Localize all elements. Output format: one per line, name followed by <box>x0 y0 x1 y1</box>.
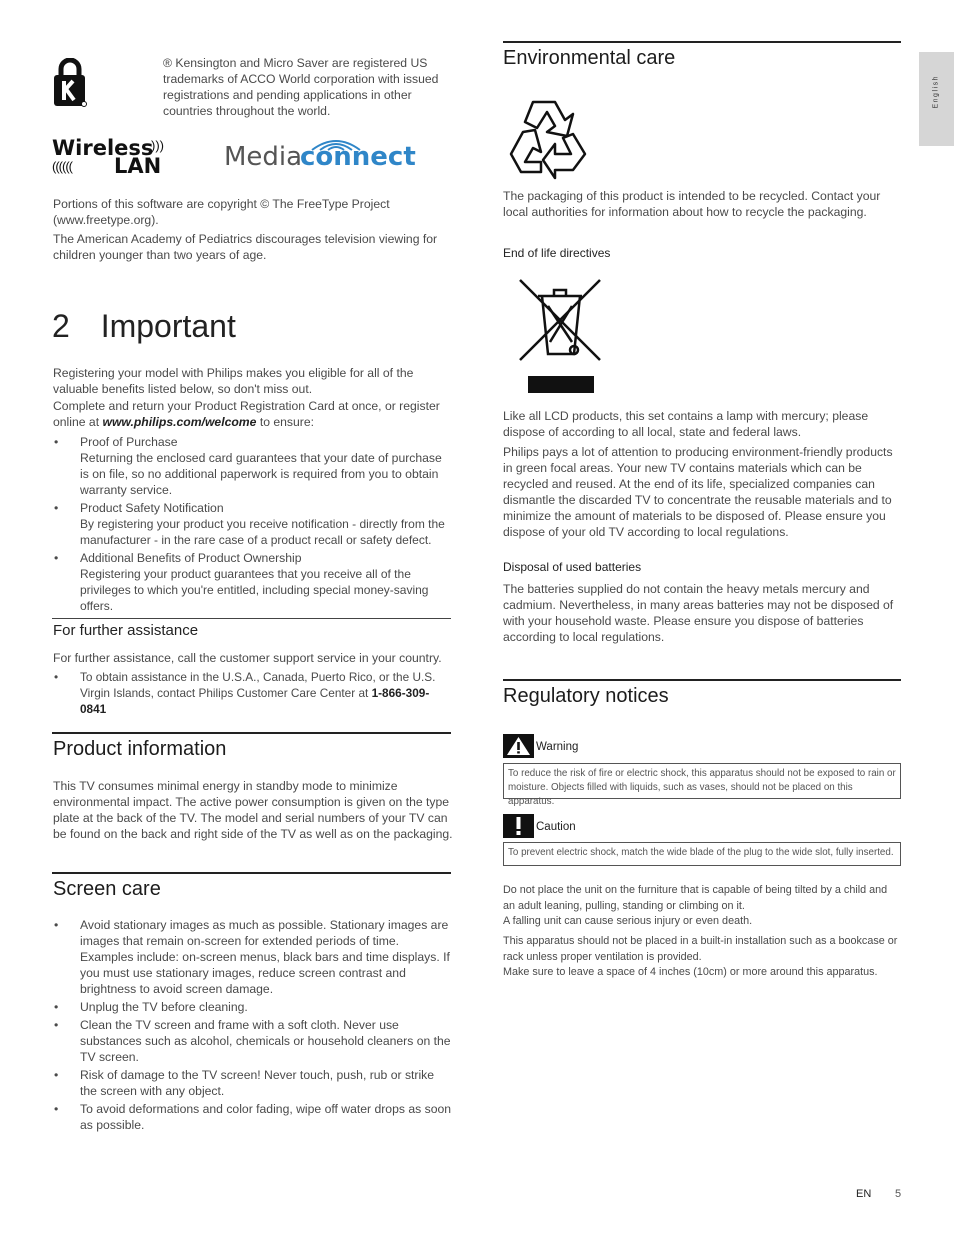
divider <box>52 618 451 619</box>
further-assistance-text: For further assistance, call the customer support service in your country. <box>53 651 442 665</box>
ventilation-text: This apparatus should not be placed in a built-in installation such as a bookcase or rack unless proper ventilation is provided. <box>503 935 898 963</box>
list-item <box>53 550 453 614</box>
screen-care-title: Screen care <box>53 878 161 900</box>
benefit-body: By registering your product you receive notification - directly from the manufacturer - in the rare case of a product recall or safety defect. <box>80 517 445 547</box>
battery-disposal-text: The batteries supplied do not contain the heavy metals mercury and cadmium. Nevertheless, in many areas batteries may not be disposed of with your household waste. Please ensure you dispose of batteries according to local regulations. <box>503 582 894 644</box>
packaging-text: The packaging of this product is intended to be recycled. Contact your local authorities for information about how to recycle the packaging. <box>503 189 881 219</box>
important-intro-2 <box>53 398 448 430</box>
chapter-heading <box>52 308 236 345</box>
warning-label: Warning <box>536 741 579 753</box>
media-connect-logo <box>224 138 416 178</box>
page-number: 5 <box>895 1188 902 1200</box>
benefit-title: • Product Safety Notification <box>80 501 224 515</box>
list-item: • Clean the TV screen and frame with a soft cloth. Never use substances such as alcohol, chemicals or household cleaners on the TV screen. <box>53 1017 453 1065</box>
registration-link[interactable]: www.philips.com/welcome <box>102 415 257 429</box>
intro2-pre: Complete and return your Product Registration Card at once, or register online at <box>53 399 440 429</box>
assistance-text: To obtain assistance in the U.S.A., Canada, Puerto Rico, or the U.S. Virgin Islands, contact Philips Customer Care Center at <box>80 670 436 700</box>
battery-disposal-title: Disposal of used batteries <box>503 560 642 574</box>
benefit-title: • Additional Benefits of Product Ownership <box>80 551 302 565</box>
phone-number[interactable]: 1-866-309-0841 <box>80 686 430 716</box>
recycle-icon <box>503 92 595 182</box>
caution-box: To prevent electric shock, match the wide blade of the plug to the wide slot, fully inserted. <box>503 842 901 866</box>
crossed-out-bin-icon <box>518 276 602 394</box>
footer-language: EN <box>856 1188 872 1200</box>
list-item <box>53 500 453 548</box>
product-info-text: This TV consumes minimal energy in standby mode to minimize environmental impact. The active power consumption is given on the type plate at the back of the TV. The model and serial numbers of your TV can be found on the back and right side of the TV as well as on the packaging. <box>53 779 453 841</box>
philips-recycling-text: Philips pays a lot of attention to producing environment-friendly products in green focal areas. Your new TV contains materials which can be recycled and reused. At the end of its life, specialized companies can dismantle the discarded TV to concentrate the reusable materials and to minimize the amount of materials to be disposed of. Please ensure you dispose of your old TV according to local regulations. <box>503 445 893 539</box>
regulatory-title: Regulatory notices <box>503 685 669 707</box>
injury-warning-text: A falling unit can cause serious injury or even death. <box>503 915 753 927</box>
lcd-mercury-text: Like all LCD products, this set contains a lamp with mercury; please dispose of according to all local, state and federal laws. <box>503 409 869 439</box>
benefits-list <box>53 434 453 616</box>
benefit-body: Returning the enclosed card guarantees that your date of purchase is on file, so no additional paperwork is required from you to obtain warranty service. <box>80 451 442 497</box>
further-assistance-list <box>53 669 453 719</box>
placement-paragraph-2 <box>503 934 901 981</box>
further-assistance-title: For further assistance <box>53 622 199 639</box>
list-item: • Unplug the TV before cleaning. <box>53 999 453 1015</box>
spacing-text: Make sure to leave a space of 4 inches (10cm) or more around this apparatus. <box>503 966 878 978</box>
list-item <box>53 669 453 717</box>
section-rule <box>52 872 451 874</box>
section-rule <box>52 732 451 734</box>
language-tab <box>919 52 954 146</box>
list-item: • Avoid stationary images as much as possible. Stationary images are images that remain on-screen for extended periods of time. Examples include: on-screen menus, black bars and time displays. If you must use stationary images, reduce screen contrast and brightness to avoid screen damage. <box>53 917 453 997</box>
warning-icon <box>503 734 534 758</box>
important-intro-1: Registering your model with Philips makes you eligible for all of the valuable benefits listed below, so don't miss out. <box>53 366 414 396</box>
environmental-care-title: Environmental care <box>503 47 676 69</box>
list-item: • Risk of damage to the TV screen! Never touch, push, rub or strike the screen with any object. <box>53 1067 453 1099</box>
connect-logo-text: connect <box>300 142 416 172</box>
media-logo-text: Media <box>224 142 303 172</box>
end-of-life-title: End of life directives <box>503 246 611 260</box>
benefit-body: Registering your product guarantees that you receive all of the privileges to which you're entitled, including special money-saving offers. <box>80 567 429 613</box>
wireless-logo-bottom: LAN <box>114 154 162 178</box>
tilt-warning-text: Do not place the unit on the furniture that is capable of being tilted by a child and an adult leaning, pulling, standing or climbing on it. <box>503 884 888 912</box>
aap-text: The American Academy of Pediatrics discourages television viewing for children younger than two years of age. <box>53 232 438 262</box>
kensington-text: ® Kensington and Micro Saver are registered US trademarks of ACCO World corporation with issued registrations and pending applications in other countries throughout the world. <box>163 56 439 118</box>
chapter-title: Important <box>100 308 236 344</box>
warning-box: To reduce the risk of fire or electric shock, this apparatus should not be exposed to rain or moisture. Objects filled with liquids, such as vases, should not be placed on this apparatus. <box>503 763 901 799</box>
freetype-text: Portions of this software are copyright © The FreeType Project (www.freetype.org). <box>53 197 390 227</box>
caution-icon <box>503 814 534 838</box>
caution-label: Caution <box>536 821 576 833</box>
intro2-post: to ensure: <box>256 415 315 429</box>
kensington-k-icon <box>52 58 88 108</box>
section-rule <box>503 41 901 43</box>
language-tab-label: English <box>932 75 940 109</box>
list-item <box>53 434 453 498</box>
placement-paragraph-1 <box>503 883 901 930</box>
chapter-number: 2 <box>52 308 70 344</box>
list-item: • To avoid deformations and color fading, wipe off water drops as soon as possible. <box>53 1101 453 1133</box>
wireless-logo-top: Wireless <box>52 136 154 160</box>
benefit-title: • Proof of Purchase <box>80 435 178 449</box>
product-info-title: Product information <box>53 738 227 760</box>
wireless-lan-logo: Wireless ))) (((((( LAN <box>52 136 164 178</box>
section-rule <box>503 679 901 681</box>
screen-care-list <box>53 917 453 1135</box>
